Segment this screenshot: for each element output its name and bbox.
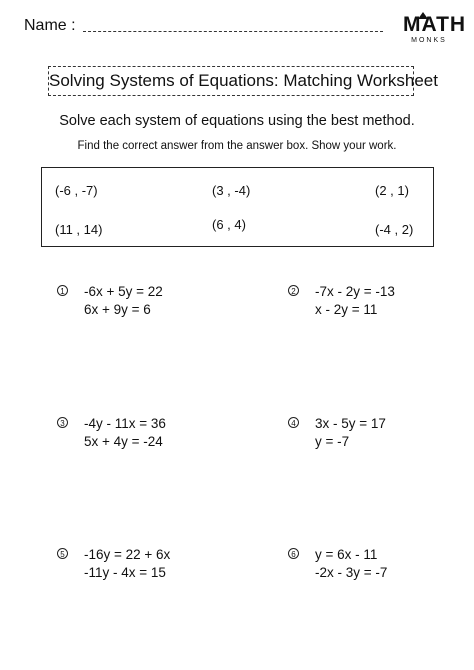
equation-1: -4y - 11x = 36 bbox=[84, 416, 166, 431]
logo-subtext: MONKS bbox=[411, 37, 447, 44]
name-label: Name : bbox=[24, 17, 76, 34]
instruction-main: Solve each system of equations using the best method. bbox=[59, 113, 415, 129]
answer-option: (6 , 4) bbox=[212, 217, 246, 232]
problem-number: 2 bbox=[288, 285, 299, 296]
equation-1: -7x - 2y = -13 bbox=[315, 284, 395, 299]
equation-2: x - 2y = 11 bbox=[315, 302, 378, 317]
logo-text: MATH bbox=[403, 13, 467, 36]
equation-1: -16y = 22 + 6x bbox=[84, 547, 171, 562]
logo-triangle-icon bbox=[418, 12, 428, 19]
equation-1: 3x - 5y = 17 bbox=[315, 416, 386, 431]
problem-number: 6 bbox=[288, 548, 299, 559]
answer-option: (11 , 14) bbox=[55, 222, 103, 237]
problem-number: 4 bbox=[288, 417, 299, 428]
problem-number: 3 bbox=[57, 417, 68, 428]
name-line[interactable] bbox=[83, 31, 383, 32]
worksheet-title: Solving Systems of Equations: Matching Worksheet bbox=[48, 66, 414, 96]
equation-1: y = 6x - 11 bbox=[315, 547, 378, 562]
equation-2: -2x - 3y = -7 bbox=[315, 565, 388, 580]
math-monks-logo bbox=[403, 13, 467, 44]
instruction-sub: Find the correct answer from the answer box. Show your work. bbox=[77, 140, 397, 152]
answer-option: (2 , 1) bbox=[375, 183, 409, 198]
equation-2: y = -7 bbox=[315, 434, 350, 449]
equation-2: 5x + 4y = -24 bbox=[84, 434, 163, 449]
problem-number: 1 bbox=[57, 285, 68, 296]
answer-option: (-6 , -7) bbox=[55, 183, 98, 198]
problem-number: 5 bbox=[57, 548, 68, 559]
equation-2: 6x + 9y = 6 bbox=[84, 302, 151, 317]
answer-option: (3 , -4) bbox=[212, 183, 251, 198]
equation-2: -11y - 4x = 15 bbox=[84, 565, 166, 580]
answer-box bbox=[41, 167, 434, 247]
equation-1: -6x + 5y = 22 bbox=[84, 284, 163, 299]
answer-option: (-4 , 2) bbox=[375, 222, 414, 237]
